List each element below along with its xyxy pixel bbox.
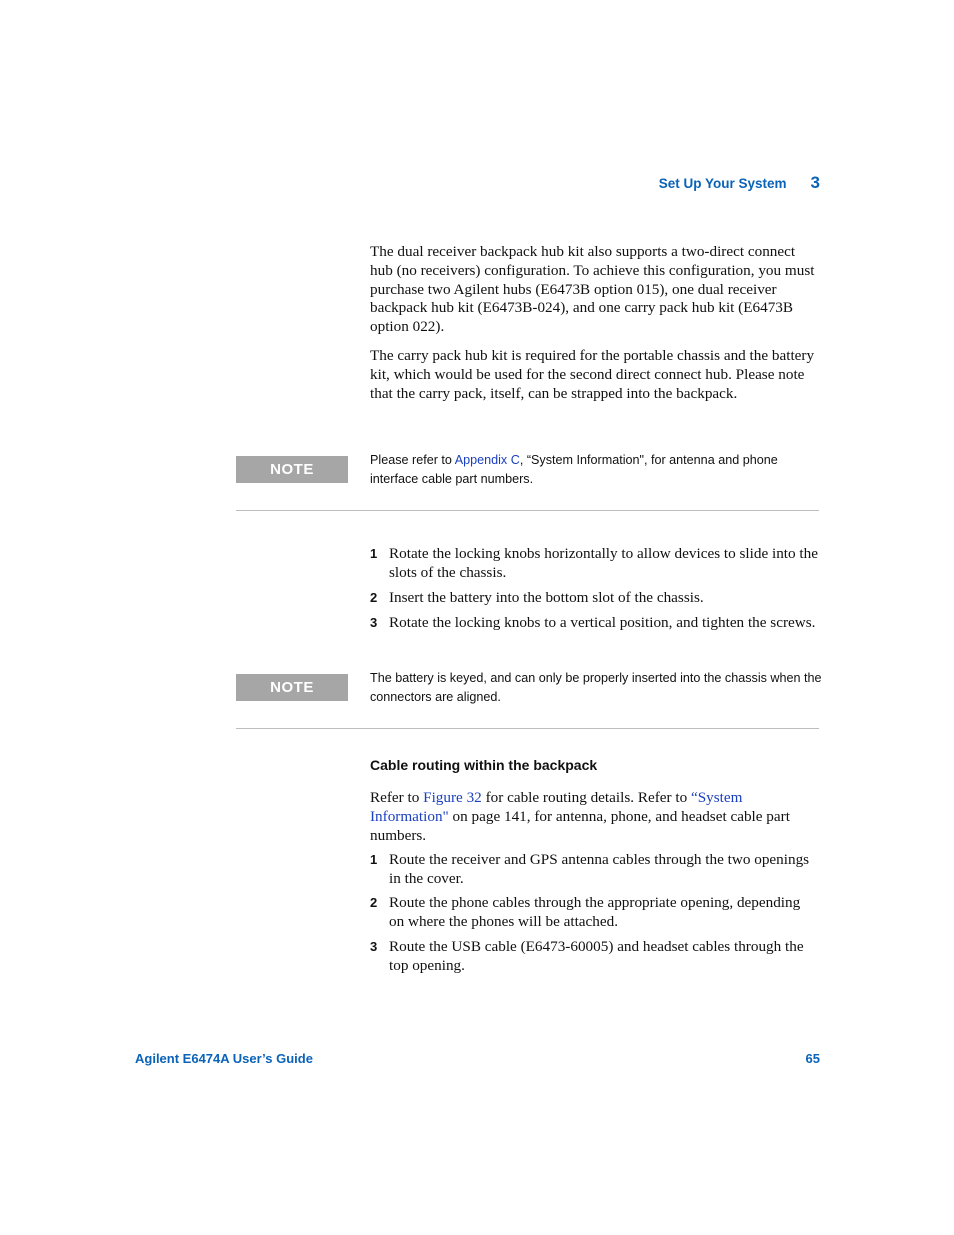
note-text-2: The battery is keyed, and can only be properly inserted into the chassis when the connectors are aligned. [370,671,822,704]
step-1-3 [370,614,818,633]
step-number: 1 [370,546,378,561]
chapter-title: Set Up Your System [658,176,787,191]
paragraph-1: The dual receiver backpack hub kit also supports a two-direct connect hub (no receivers) configuration. To achieve this configuration, you must purchase two Agilent hubs (E6473B option 015), one dual receiver backpack hub kit (E6473B-024), and one carry pack hub kit (E6473B option 022). [370,243,815,336]
step-text: Route the phone cables through the appropriate opening, depending on where the phones will be attached. [389,894,801,930]
step-text: Rotate the locking knobs horizontally to allow devices to slide into the slots of the chassis. [389,545,818,581]
divider-1 [236,510,819,511]
figure-32-link[interactable]: Figure 32 [423,789,482,806]
step-1-2 [370,589,818,608]
chapter-number: 3 [810,173,820,192]
step-2-1 [370,851,818,889]
system-information-link[interactable]: “System Information" [370,789,743,825]
step-2-2 [370,894,818,932]
section-intro-container [370,789,818,845]
paragraph-2: The carry pack hub kit is required for the portable chassis and the battery kit, which would be used for the second direct connect hub. Please note that the carry pack, itself, can be strapped into the backpack. [370,347,815,402]
running-header [659,173,820,193]
section-intro [370,789,818,845]
step-text: Rotate the locking knobs to a vertical position, and tighten the screws. [389,614,816,631]
step-text: Route the USB cable (E6473-60005) and headset cables through the top opening. [389,938,804,974]
note-text-1 [370,451,822,488]
paragraph-2-container [370,347,818,403]
footer-page-number: 65 [805,1051,820,1066]
footer-guide-title: Agilent E6474A User’s Guide [135,1051,313,1066]
step-1-1 [370,545,818,583]
step-number: 2 [370,895,378,910]
paragraph-1-container [370,243,818,337]
step-number: 3 [370,615,378,630]
step-number: 3 [370,939,378,954]
step-number: 2 [370,590,378,605]
step-2-3 [370,938,818,976]
note-label-1: NOTE [236,456,348,483]
note-1-pre: Please refer to [370,453,455,467]
intro-post: on page 141, for antenna, phone, and headset cable part numbers. [370,807,790,844]
note-label-2: NOTE [236,674,348,701]
note-1-post: , “System Information", for antenna and phone interface cable part numbers. [370,453,778,486]
section-heading: Cable routing within the backpack [370,757,598,773]
intro-pre: Refer to [370,789,424,806]
appendix-c-link[interactable]: Appendix C [454,453,520,467]
step-text: Route the receiver and GPS antenna cables through the two openings in the cover. [389,851,810,887]
step-text: Insert the battery into the bottom slot of the chassis. [389,589,704,606]
intro-mid: for cable routing details. Refer to [481,789,691,806]
step-number: 1 [370,852,378,867]
divider-2 [236,728,819,729]
